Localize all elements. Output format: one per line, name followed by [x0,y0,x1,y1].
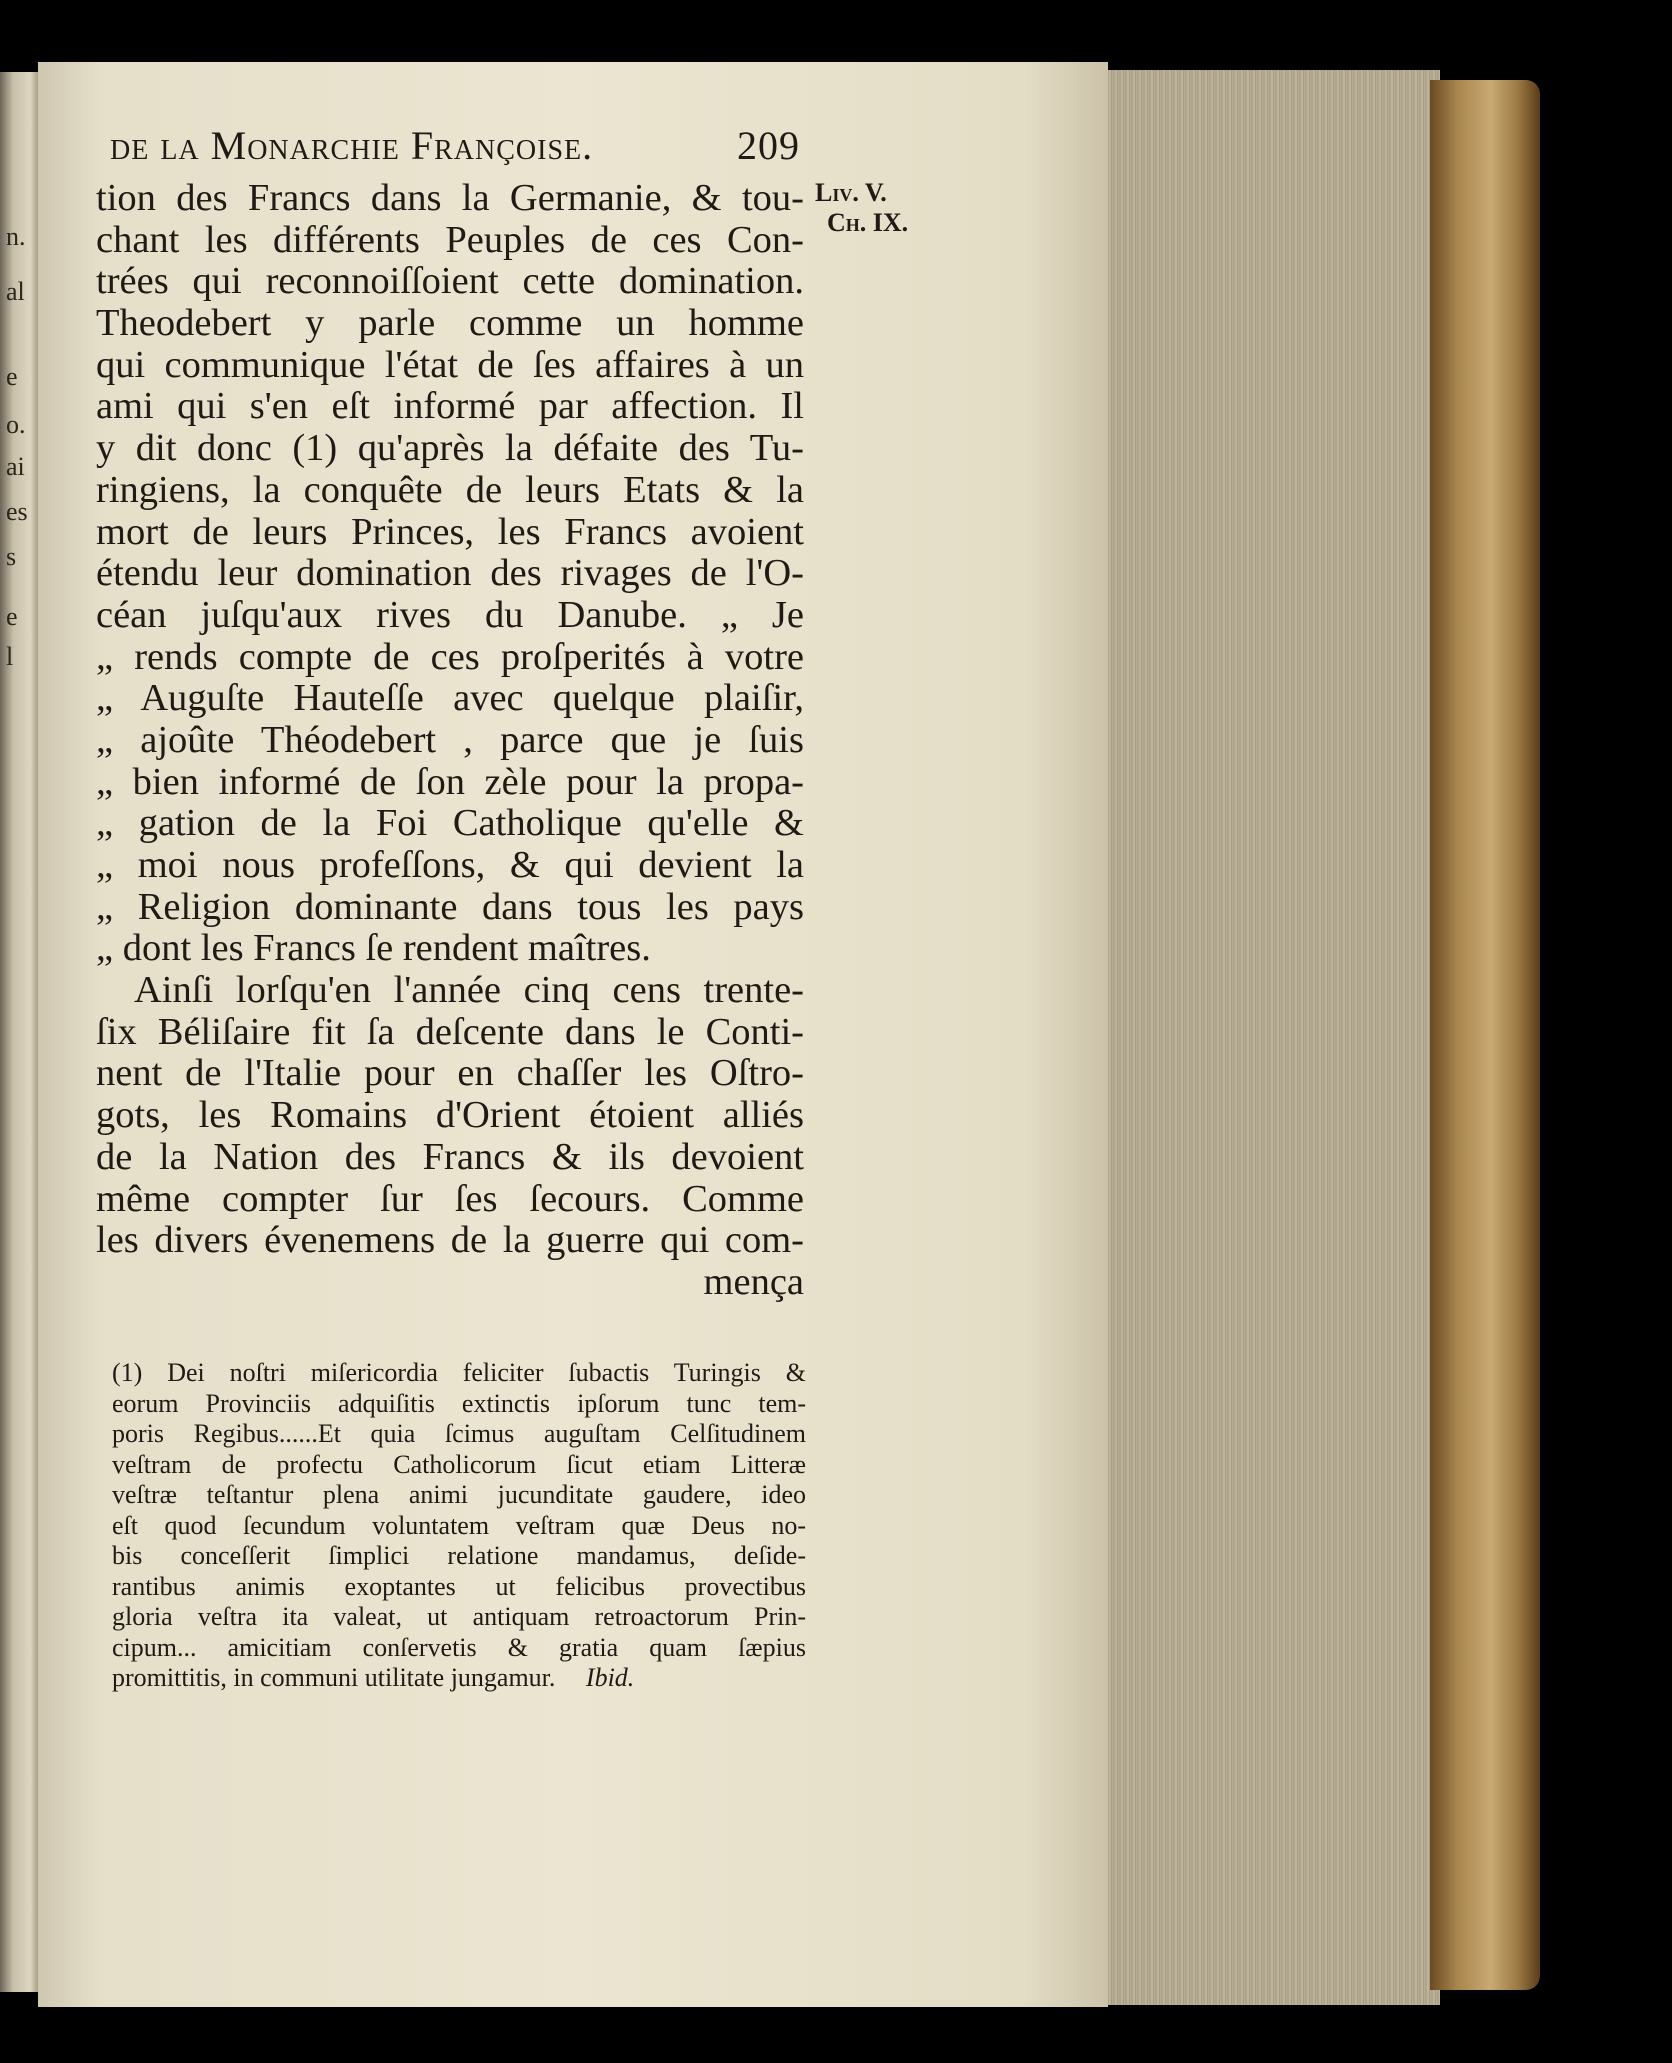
body-line: étendu leur domination des rivages de l'O- [96,552,804,595]
margin-note [815,178,935,238]
body-line: „ bien informé de ſon zèle pour la propa- [96,760,804,803]
prev-page-fragment: o. [6,410,26,439]
prev-page-fragment: al [6,277,25,306]
prev-page-fragment: ai [6,452,25,481]
body-line: „ rends compte de ces proſperités à votre [96,635,804,678]
body-line: mort de leurs Princes, les Francs avoient [96,510,804,553]
previous-page-edge [0,72,38,1992]
body-line: tion des Francs dans la Germanie, & tou- [96,177,804,219]
margin-note-book: Liv. V. [815,178,887,207]
footnote-line: (1) Dei noſtri miſericordia feliciter ſubactis Turingis & [112,1358,806,1387]
prev-page-fragment: e [6,362,18,391]
footnote-source: Ibid. [585,1663,635,1692]
book-cover-edge [1430,80,1540,1990]
prev-page-fragment: l [6,642,14,671]
body-line: ſix Béliſaire fit ſa deſcente dans le Conti- [96,1010,804,1053]
footnote-line: promittitis, in communi utilitate jungamur. [112,1663,556,1692]
footnote-line: veſtræ teſtantur plena animi jucunditate gaudere, ideo [112,1480,806,1509]
footnote-line: gloria veſtra ita valeat, ut antiquam retroactorum Prin- [112,1602,806,1631]
footnote-line: eorum Provinciis adquiſitis extinctis ipſorum tunc tem- [112,1388,806,1418]
body-line: chant les différents Peuples de ces Con- [96,218,804,261]
footnote-line: poris Regibus......Et quia ſcimus auguſtam Celſitudinem [112,1419,806,1448]
footnote [112,1358,806,1694]
body-line: qui communique l'état de ſes affaires à un [96,343,804,386]
footnote-line: rantibus animis exoptantes ut felicibus provectibus [112,1571,806,1601]
footnote-line: eſt quod ſecundum voluntatem veſtram quæ Deus no- [112,1510,806,1540]
prev-page-fragment: n. [6,222,26,251]
body-line: Theodebert y parle comme un homme [96,302,804,345]
body-line: de la Nation des Francs & ils devoient [96,1135,804,1178]
page-block-edges [1100,70,1440,2005]
prev-page-fragment: s [6,542,17,571]
body-line: céan juſqu'aux rives du Danube. „ Je [96,593,804,636]
footnote-line: veſtram de profectu Catholicorum ſicut etiam Litteræ [112,1449,806,1479]
body-line: „ Auguſte Hauteſſe avec quelque plaiſir, [96,677,804,720]
body-line: „ moi nous profeſſons, & qui devient la [96,844,804,886]
body-line: y dit donc (1) qu'après la défaite des Tu- [96,427,804,470]
body-line: „ dont les Francs ſe rendent maîtres. [96,927,651,970]
body-line: „ ajoûte Théodebert , parce que je ſuis [96,718,804,761]
prev-page-fragment: es [6,497,28,526]
body-text [96,178,804,1304]
page-number: 209 [737,123,800,168]
body-line: Ainſi lorſqu'en l'année cinq cens trente- [134,969,804,1012]
body-line: les divers évenemens de la guerre qui com- [96,1219,804,1262]
body-line: même compter ſur ſes ſecours. Comme [96,1177,804,1220]
body-line: ami qui s'en eſt informé par affection. Il [96,385,804,428]
body-line: „ gation de la Foi Catholique qu'elle & [96,802,804,845]
body-line: trées qui reconnoiſſoient cette domination. [96,260,804,303]
prev-page-fragment: e [6,602,18,631]
body-line: „ Religion dominante dans tous les pays [96,885,804,928]
running-head-title: de la Monarchie Françoise. [110,123,594,168]
footnote-line: cipum... amicitiam conſervetis & gratia quam ſæpius [112,1632,806,1662]
running-head [110,122,800,169]
footnote-last-line [112,1663,806,1694]
margin-note-chapter: Ch. IX. [827,208,909,237]
body-line: nent de l'Italie pour en chaſſer les Oſtro- [96,1052,804,1095]
body-line: gots, les Romains d'Orient étoient alliés [96,1094,804,1137]
catchword: mença [703,1260,804,1303]
footnote-line: bis conceſſerit ſimplici relatione mandamus, deſide- [112,1541,806,1570]
body-line: ringiens, la conquête de leurs Etats & la [96,468,804,511]
